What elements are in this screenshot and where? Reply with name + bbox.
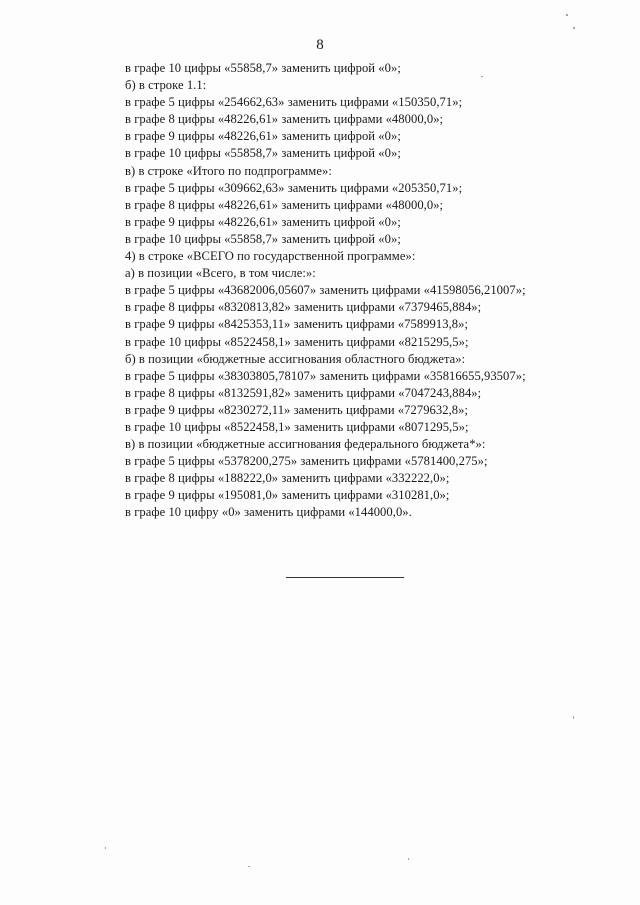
- scan-speck: [105, 847, 106, 849]
- text-line: в графе 10 цифру «0» заменить цифрами «144000,0».: [125, 505, 412, 520]
- text-line: в графе 8 цифры «48226,61» заменить цифрами «48000,0»;: [125, 112, 444, 127]
- text-line: а) в позиции «Всего, в том числе:»:: [125, 266, 316, 281]
- text-line: в графе 5 цифры «43682006,05607» заменить цифрами «41598056,21007»;: [125, 283, 526, 298]
- text-line: в графе 8 цифры «8132591,82» заменить цифрами «7047243,884»;: [125, 385, 482, 400]
- text-line: 4) в строке «ВСЕГО по государственной программе»:: [125, 249, 416, 264]
- page-number: 8: [316, 37, 324, 53]
- text-line: в графе 5 цифры «38303805,78107» заменить цифрами «35816655,93507»;: [125, 368, 526, 383]
- text-line: в графе 8 цифры «188222,0» заменить цифрами «332222,0»;: [125, 471, 450, 486]
- text-line: в графе 5 цифры «5378200,275» заменить цифрами «5781400,275»;: [125, 454, 488, 469]
- text-line: в графе 9 цифры «48226,61» заменить цифрой «0»;: [125, 214, 401, 229]
- scan-speck: [481, 76, 483, 77]
- text-line: в графе 9 цифры «8230272,11» заменить цифрами «7279632,8»;: [125, 402, 469, 417]
- end-of-text-rule: [286, 577, 404, 578]
- text-line: в графе 10 цифры «8522458,1» заменить цифрами «8071295,5»;: [125, 419, 469, 434]
- text-line: в графе 9 цифры «48226,61» заменить цифрой «0»;: [125, 129, 401, 144]
- text-line: в) в позиции «бюджетные ассигнования федерального бюджета*»:: [125, 437, 486, 452]
- text-line: в графе 10 цифры «55858,7» заменить цифрой «0»;: [125, 231, 401, 246]
- text-line: б) в строке 1.1:: [125, 78, 207, 93]
- text-line: в графе 10 цифры «8522458,1» заменить цифрами «8215295,5»;: [125, 334, 469, 349]
- amendment-text: [125, 60, 615, 522]
- text-line: в графе 5 цифры «309662,63» заменить цифрами «205350,71»;: [125, 180, 463, 195]
- text-line: в графе 5 цифры «254662,63» заменить цифрами «150350,71»;: [125, 95, 463, 110]
- scan-speck: [248, 866, 250, 867]
- text-line: б) в позиции «бюджетные ассигнования областного бюджета»:: [125, 351, 466, 366]
- text-line: в графе 9 цифры «195081,0» заменить цифрами «310281,0»;: [125, 488, 450, 503]
- text-line: в графе 10 цифры «55858,7» заменить цифрой «0»;: [125, 61, 401, 75]
- scan-speck: [573, 27, 575, 29]
- text-line: в графе 9 цифры «8425353,11» заменить цифрами «7589913,8»;: [125, 317, 469, 332]
- scan-speck: [566, 14, 568, 16]
- scan-speck: [408, 858, 409, 860]
- text-line: в) в строке «Итого по подпрограмме»:: [125, 163, 332, 178]
- scan-speck: [573, 716, 574, 719]
- text-line: в графе 10 цифры «55858,7» заменить цифрой «0»;: [125, 146, 401, 161]
- text-line: в графе 8 цифры «8320813,82» заменить цифрами «7379465,884»;: [125, 300, 482, 315]
- text-line: в графе 8 цифры «48226,61» заменить цифрами «48000,0»;: [125, 197, 444, 212]
